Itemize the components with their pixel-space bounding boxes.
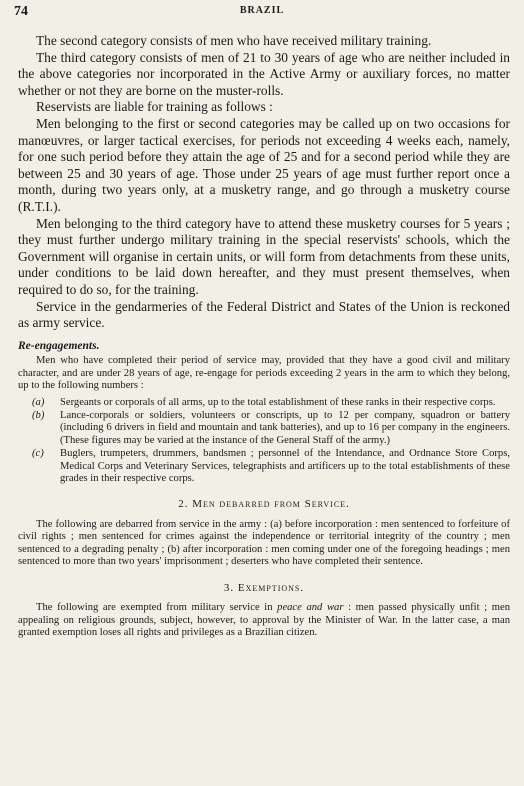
section-number: 2. [178, 498, 189, 511]
reengagement-list [18, 397, 510, 486]
section-title: Exemptions. [237, 581, 305, 594]
paragraph: The third category consists of men of 21 to 30 years of age who are neither included in the above categories nor incorporated in the Active Army or auxiliary forces, no matter whether or not they are borne on the muster-rolls. [18, 49, 510, 98]
reengagements-label: Re-engagements. [18, 339, 100, 352]
text-span: The following are exempted from military service in [36, 602, 273, 614]
section-heading [18, 496, 510, 513]
paragraph: Men belonging to the first or second categories may be called up on two occasions for manœuvres, or larger tactical exercises, for periods not exceeding 4 weeks each, namely, for one such period before they attain the age of 25 and for a second period while they are between 25 and 30 years of age. Those under 25 years of age must further report once a month, during two years only, at a musketry range, and go through a musketry course (R.T.I.). [18, 115, 510, 214]
list-item [18, 410, 510, 447]
section-heading [18, 580, 510, 597]
body-text [18, 33, 510, 639]
list-marker: (c) [32, 448, 44, 460]
list-item [18, 448, 510, 485]
reengagements-intro: Men who have completed their period of service may, provided that they have a good civil and military character, and are under 28 years of age, re-engage for periods exceeding 2 years in the arm to which they belong, up to the following numbers : [18, 355, 510, 392]
list-item-text: Buglers, trumpeters, drummers, bandsmen ; personnel of the Intendance, and Ordnance Store Corps, Medical Corps and Veterinary Services, telegraphists and artificers up to the total establishments of these grades in their respective corps. [60, 448, 510, 484]
text-span: : men passed physically unfit ; men appealing on religious grounds, subject, however, to approval by the Minister of War. In the latter case, a man granted exemption loses all rights and privileges as a Brazilian citizen. [18, 602, 510, 638]
list-item [18, 397, 510, 409]
paragraph: Reservists are liable for training as follows : [36, 99, 273, 115]
running-title: BRAZIL [239, 5, 285, 16]
paragraph: The second category consists of men who have received military training. [36, 33, 432, 48]
page-header [14, 4, 510, 20]
list-marker: (a) [32, 396, 45, 408]
list-marker: (b) [32, 409, 45, 421]
section-text [18, 602, 510, 639]
list-item-text: Lance-corporals or soldiers, volunteers or conscripts, up to 12 per company, squadron or battery (including 6 drivers in field and mountain and tank batteries), and up to 16 per company in the engineers. (These figures may be varied at the instance of the General Staff of the army.) [60, 409, 510, 446]
emphasis-text: peace and war [277, 602, 344, 614]
paragraph: Service in the gendarmeries of the Federal District and States of the Union is reckoned as army service. [18, 298, 510, 331]
section-number: 3. [223, 581, 235, 594]
section-text: The following are debarred from service in the army : (a) before incorporation : men sentenced to forfeiture of civil rights ; men sentenced for crimes against the independence or territorial integrity of the country ; men sentenced to a degrading penalty ; (b) after incorporation : men coming under one of the foregoing headings ; men sentenced to more than two years' imprisonment ; deserters who have completed their sentence. [18, 518, 510, 568]
section-title: Men debarred from Service. [192, 498, 350, 511]
list-item-text: Sergeants or corporals of all arms, up to the total establishment of these ranks in their respective corps. [60, 396, 496, 408]
page-number: 74 [14, 4, 28, 19]
paragraph: Men belonging to the third category have to attend these musketry courses for 5 years ; they must further undergo military training in the special reservists' schools, which the Government will organise in certain units, or will form from detachments from these units, under conditions to be laid down hereafter, and they must present themselves, when required to do so, for the training. [18, 215, 510, 297]
